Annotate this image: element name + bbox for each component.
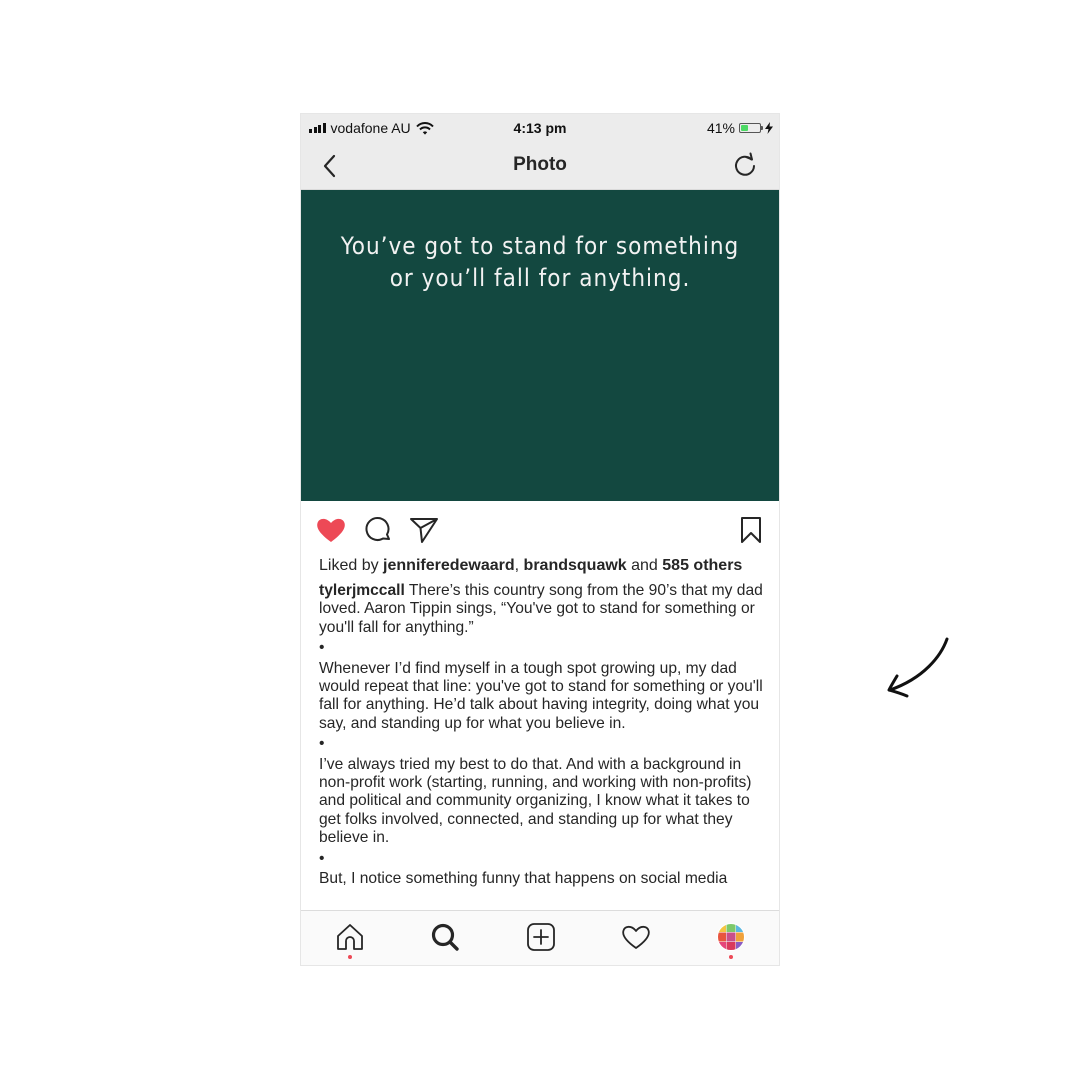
send-icon[interactable] <box>408 514 440 546</box>
carrier-name: vodafone AU <box>330 120 411 136</box>
battery-icon <box>739 123 761 133</box>
photo-quote <box>320 230 760 501</box>
home-icon[interactable] <box>334 921 366 953</box>
likes-prefix: Liked by <box>319 557 384 574</box>
status-time: 4:13 pm <box>513 120 567 136</box>
caption-bullet-2: • <box>319 735 325 753</box>
hand-drawn-arrow-icon <box>884 634 954 704</box>
comment-icon[interactable] <box>362 514 394 546</box>
likes-conjunction: and <box>626 557 663 574</box>
profile-avatar[interactable] <box>715 921 747 953</box>
liker-jenniferedewaard[interactable]: jenniferedewaard <box>383 557 515 574</box>
battery-fill <box>741 125 748 131</box>
photo-quote-line-1: You’ve got to stand for something <box>340 232 740 260</box>
post-caption <box>319 582 767 912</box>
status-right <box>707 120 773 136</box>
nav-bar <box>301 142 779 190</box>
caption-username[interactable]: tylerjmccall <box>319 582 405 599</box>
add-post-icon[interactable] <box>525 921 557 953</box>
activity-heart-icon[interactable] <box>620 921 652 953</box>
caption-paragraph-2: Whenever I’d find myself in a tough spot growing up, my dad would repeat that line: you've got to stand for something or you'll fall for anything. He’d talk about having integrity, doing what you say, and standing up for what you believe in. <box>319 659 763 732</box>
post-actions <box>301 510 779 550</box>
caption-bullet-3: • <box>319 849 325 867</box>
caption-bullet-1: • <box>319 639 325 657</box>
liker-brandsquawk[interactable]: brandsquawk <box>523 557 627 574</box>
caption-text-1: There’s this country song from the 90’s that my dad loved. Aaron Tippin sings, “You've got to stand for something or you'll fall for anything.” <box>319 582 763 636</box>
bottom-tab-bar <box>301 910 779 965</box>
bookmark-icon[interactable] <box>735 514 767 546</box>
post-photo[interactable] <box>301 190 779 501</box>
battery-percent: 41% <box>706 120 735 136</box>
search-icon[interactable] <box>429 921 461 953</box>
phone-screen <box>300 113 780 966</box>
page-title: Photo <box>513 154 567 175</box>
heart-filled-icon[interactable] <box>315 514 347 546</box>
likes-summary <box>319 556 769 576</box>
caption-paragraph-1 <box>319 582 767 637</box>
refresh-icon[interactable] <box>731 152 759 180</box>
status-bar <box>301 114 779 142</box>
home-notification-dot <box>348 955 352 959</box>
photo-quote-line-2: or you’ll fall for anything. <box>389 264 691 292</box>
likes-separator: , <box>514 557 524 574</box>
profile-notification-dot <box>729 955 733 959</box>
charging-bolt-icon <box>765 122 773 134</box>
caption-paragraph-3: I’ve always tried my best to do that. And with a background in non-profit work (starting, running, and working with non-profits) and political and community organizing, I know what it takes to get folks involved, connected, and standing up for what they believe in. <box>319 755 752 847</box>
likes-others-link[interactable]: 585 others <box>662 557 743 574</box>
caption-paragraph-4: But, I notice something funny that happens on social media <box>319 870 728 888</box>
